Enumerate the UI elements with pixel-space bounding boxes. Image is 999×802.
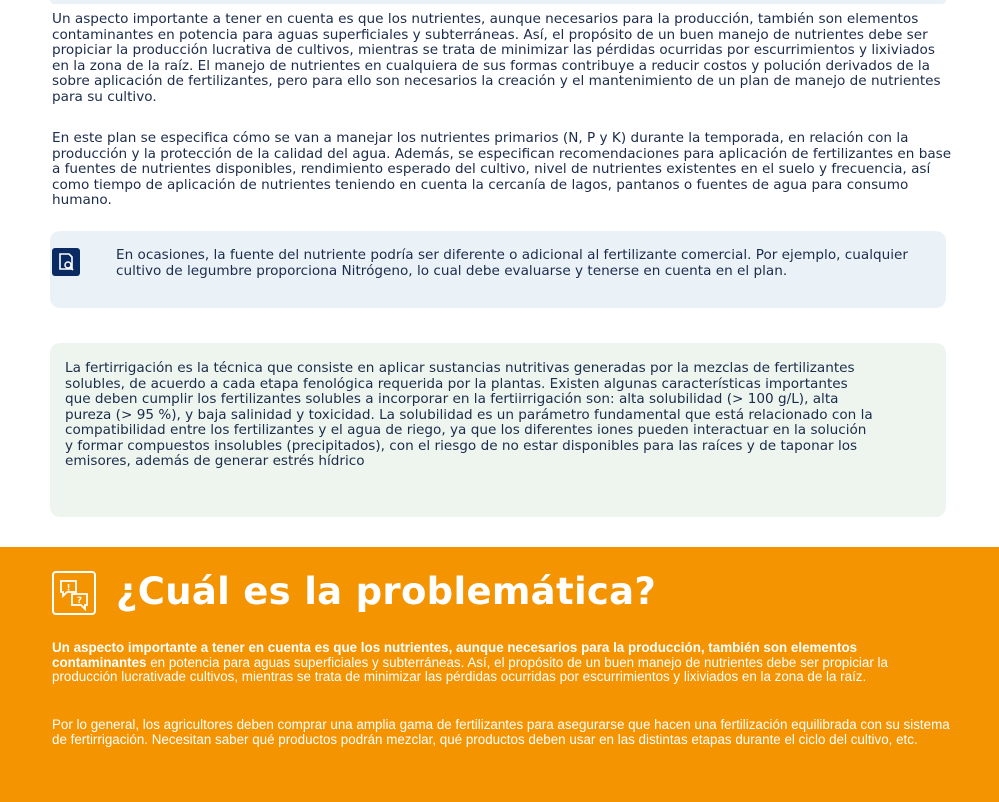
problem-paragraph-1 <box>52 641 952 685</box>
problem-paragraph-1-rest: en potencia para aguas superficiales y subterráneas. Así, el propósito de un buen manejo de nutrientes debe ser propiciar la producción lucrativade cultivos, mientras se trata de minimizar las pérdidas ocurridas por escurrimientos y lixiviados en la zona de la raíz. <box>52 654 888 684</box>
chat-question-icon <box>52 571 96 615</box>
section-title: ¿Cuál es la problemática? <box>116 570 657 613</box>
intro-paragraph-1: Un aspecto importante a tener en cuenta es que los nutrientes, aunque necesarios para la producción, también son elementos contaminantes en potencia para aguas superficiales y subterráneas. Así, el propósito de un buen manejo de nutrientes debe ser propiciar la producción lucrativa de cultivos, mientras se trata de minimizar las pérdidas ocurridas por escurrimientos y lixiviados en la zona de la raíz. El manejo de nutrientes en cualquiera de sus formas contribuye a reducir costos y polución derivados de la sobre aplicación de fertilizantes, pero para ello son necesarios la creación y el mantenimiento de un plan de manejo de nutrientes para su cultivo. <box>52 11 941 105</box>
note-text: En ocasiones, la fuente del nutriente podría ser diferente o adicional al fertilizante comercial. Por ejemplo, cualquier cultivo de legumbre proporciona Nitrógeno, lo cual debe evaluarse y tenerse en cuenta en el plan. <box>116 247 908 279</box>
intro-paragraph-2: En este plan se especifica cómo se van a manejar los nutrientes primarios (N, P y K) durante la temporada, en relación con la producción y la protección de la calidad del agua. Además, se especifican recomendaciones para aplicación de fertilizantes en base a fuentes de nutrientes disponibles, rendimiento esperado del cultivo, nivel de nutrientes existentes en el suelo y frecuencia, así como tiempo de aplicación de nutrientes teniendo en cuenta la cercanía de lagos, pantanos o fuentes de agua para consumo humano. <box>52 130 952 208</box>
fertigation-panel <box>50 343 946 517</box>
note-callout <box>50 231 946 308</box>
svg-text:?: ? <box>76 596 83 606</box>
problem-section <box>0 547 999 802</box>
fertigation-text: La fertirrigación es la técnica que consiste en aplicar sustancias nutritivas generadas por la mezclas de fertilizantes solubles, de acuerdo a cada etapa fenológica requerida por la plantas. Existen algunas características importantes que deben cumplir los fertilizantes solubles a incorporar en la fertiirrigación son: alta solubilidad (> 100 g/L), alta pureza (> 95 %), y baja salinidad y toxicidad. La solubilidad es un parámetro fundamental que está relacionado con la compatibilidad entre los fertilizantes y el agua de riego, ya que los diferentes iones pueden interactuar en la solución y formar compuestos insolubles (precipitados), con el riesgo de no estar disponibles para las raíces y de taponar los emisores, además de generar estrés hídrico <box>65 360 873 469</box>
problem-paragraph-1-bold: Un aspecto importante a tener en cuenta es que los nutrientes, aunque necesarios para la producción, también son elementos contaminantes <box>52 640 858 670</box>
document-search-icon <box>52 248 80 276</box>
problem-paragraph-2: Por lo general, los agricultores deben comprar una amplia gama de fertilizantes para asegurarse que hacen una fertilización equilibrada con su sistema de fertirrigación. Necesitan saber qué productos podrán mezclar, qué productos deben usar en las distintas etapas durante el ciclo del cultivo, etc. <box>52 717 950 747</box>
top-panel-edge <box>50 0 946 4</box>
svg-text:!: ! <box>66 583 71 594</box>
